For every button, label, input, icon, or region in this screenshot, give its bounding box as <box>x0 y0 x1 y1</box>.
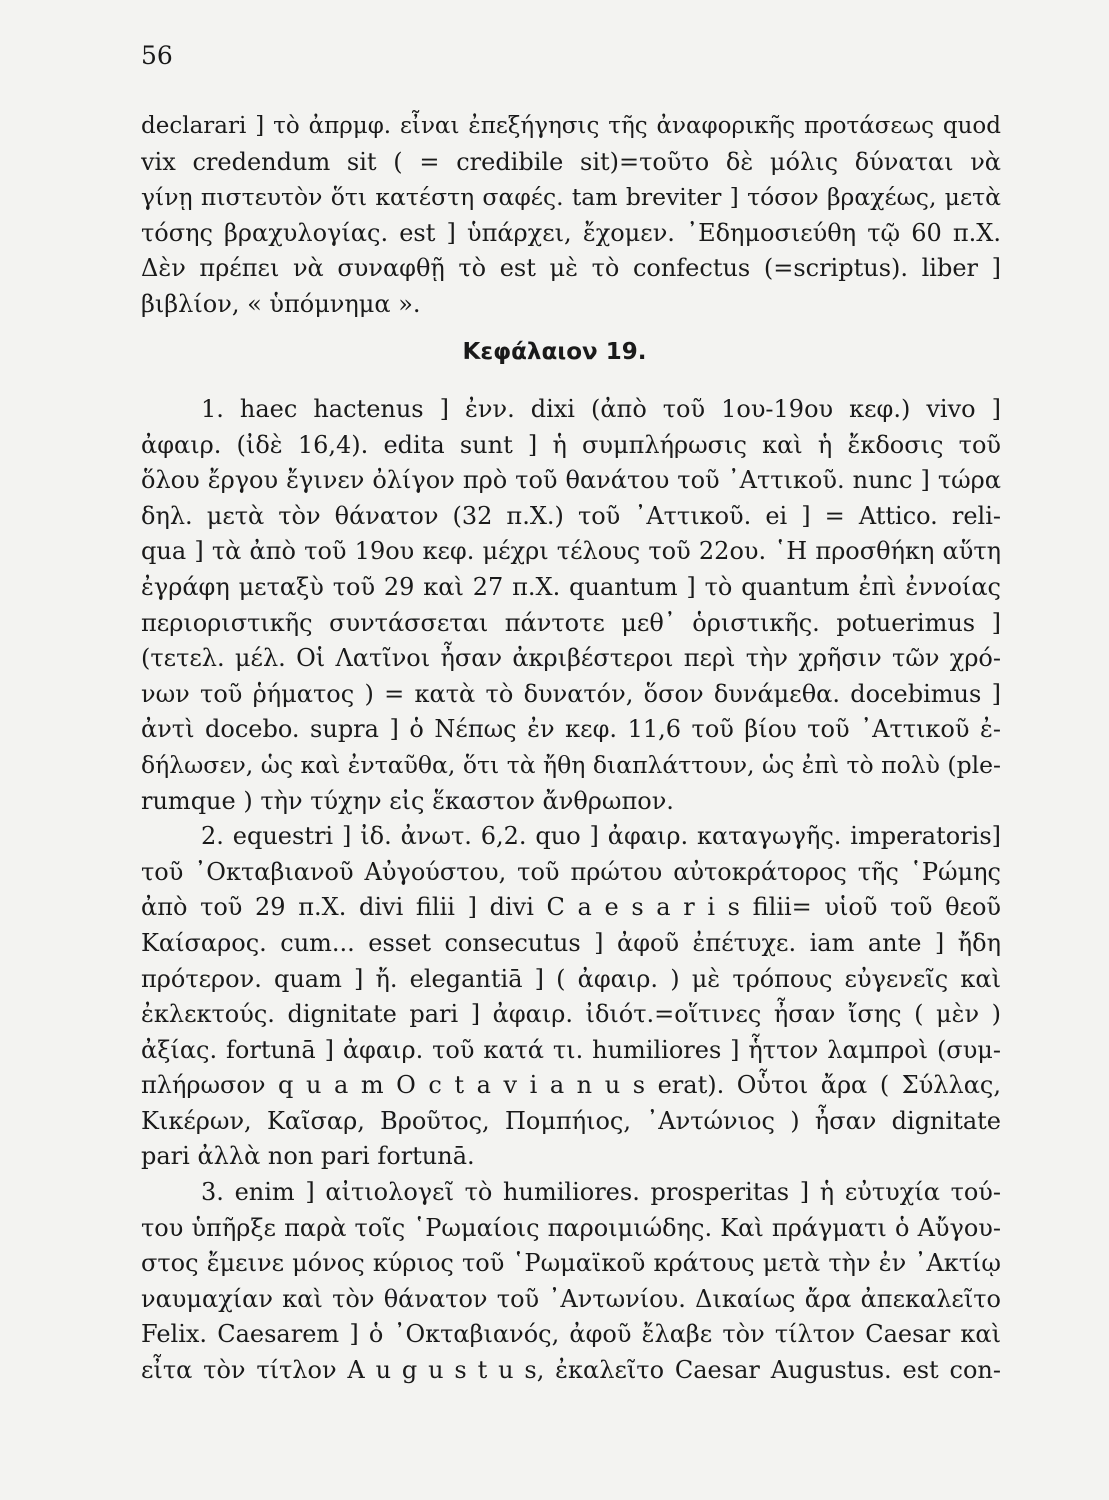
text-line: Felix. Caesarem ] ὁ ᾿Οκταβιανός, ἀφοῦ ἔλαβε τὸν τίλτον Caesar καὶ <box>141 1320 1001 1349</box>
commentary-section-before-heading <box>141 109 1001 323</box>
text-line: βιβλίον, « ὑπόμνημα ». <box>141 289 421 318</box>
text-line: qua ] τὰ ἀπὸ τοῦ 19ου κεφ. μέχρι τέλους τοῦ 22ου. ῾Η προσθήκη αὕτη <box>141 537 1001 566</box>
text-line: του ὑπῆρξε παρὰ τοῖς ῾Ρωμαίοις παροιμιώδης. Καὶ πράγματι ὁ Αὔγου- <box>141 1213 1001 1242</box>
text-line: νων τοῦ ῥήματος ) = κατὰ τὸ δυνατόν, ὅσον δυνάμεθα. docebimus ] <box>141 679 1001 708</box>
text-line: ἀπὸ τοῦ 29 π.Χ. divi filii ] divi C a e s a r i s filii= υἱοῦ τοῦ θεοῦ <box>141 893 1001 922</box>
text-line: (τετελ. μέλ. Οἱ Λατῖνοι ἦσαν ἀκριβέστεροι περὶ τὴν χρῆσιν τῶν χρό- <box>141 644 1001 673</box>
commentary-section-chapter-19 <box>141 392 1001 1389</box>
text-line: ναυμαχίαν καὶ τὸν θάνατον τοῦ ᾿Αντωνίου. Δικαίως ἄρα ἀπεκαλεῖτο <box>141 1284 1001 1313</box>
page-number: 56 <box>141 41 173 70</box>
text-line: ὅλου ἔργου ἔγινεν ὀλίγον πρὸ τοῦ θανάτου τοῦ ᾿Αττικοῦ. nunc ] τώρα <box>141 466 1001 495</box>
text-line: πλήρωσον q u a m O c t a v i a n u s erat). Οὗτοι ἄρα ( Σύλλας, <box>141 1071 1001 1100</box>
text-line: rumque ) τὴν τύχην εἰς ἕκαστον ἄνθρωπον. <box>141 786 674 815</box>
text-line: pari ἀλλὰ non pari fortunā. <box>141 1142 475 1171</box>
chapter-heading: Κεφάλαιον 19. <box>462 339 647 365</box>
text-line: πρότερον. quam ] ἤ. elegantiā ] ( ἀφαιρ. ) μὲ τρόπους εὐγενεῖς καὶ <box>141 964 1001 993</box>
text-line: δηλ. μετὰ τὸν θάνατον (32 π.Χ.) τοῦ ᾿Αττικοῦ. ei ] = Attico. reli- <box>141 501 1001 530</box>
text-line: ἐγράφη μεταξὺ τοῦ 29 καὶ 27 π.Χ. quantum ] τὸ quantum ἐπὶ ἐννοίας <box>141 572 1001 601</box>
text-line: στος ἔμεινε μόνος κύριος τοῦ ῾Ρωμαϊκοῦ κράτους μετὰ τὴν ἐν ᾿Ακτίῳ <box>141 1249 1001 1278</box>
text-line: δήλωσεν, ὡς καὶ ἐνταῦθα, ὅτι τὰ ἤθη διαπλάττουν, ὡς ἐπὶ τὸ πολὺ (ple- <box>141 750 1001 779</box>
text-line: ἀντὶ docebo. supra ] ὁ Νέπως ἐν κεφ. 11,6 τοῦ βίου τοῦ ᾿Αττικοῦ ἐ- <box>141 715 1001 744</box>
paragraph-3-start: 3. enim ] αἰτιολογεῖ τὸ humiliores. prosperitas ] ἡ εὐτυχία τού- <box>201 1178 1001 1207</box>
text-line: Κικέρων, Καῖσαρ, Βροῦτος, Πομπήιος, ᾿Αντώνιος ) ἦσαν dignitate <box>141 1106 1001 1135</box>
text-line: ἀφαιρ. (ἰδὲ 16,4). edita sunt ] ἡ συμπλήρωσις καὶ ἡ ἔκδοσις τοῦ <box>141 430 1001 459</box>
text-line: τοῦ ᾿Οκταβιανοῦ Αὐγούστου, τοῦ πρώτου αὐτοκράτορος τῆς ῾Ρώμης <box>141 857 1001 886</box>
text-line: εἶτα τὸν τίτλον A u g u s t u s, ἐκαλεῖτο Caesar Augustus. est con- <box>141 1356 1001 1385</box>
paragraph-2-start: 2. equestri ] ἰδ. ἀνωτ. 6,2. quo ] ἀφαιρ. καταγωγῆς. imperatoris] <box>201 822 1001 851</box>
text-line: Καίσαρος. cum... esset consecutus ] ἀφοῦ ἐπέτυχε. iam ante ] ἤδη <box>141 928 1001 957</box>
text-line: τόσης βραχυλογίας. est ] ὑπάρχει, ἔχομεν. ᾿Εδημοσιεύθη τῷ 60 π.Χ. <box>141 218 1001 247</box>
text-line: vix credendum sit ( = credibile sit)=τοῦτο δὲ μόλις δύναται νὰ <box>141 147 1001 176</box>
text-line: declarari ] τὸ ἀπρμφ. εἶναι ἐπεξήγησις τῆς ἀναφορικῆς προτάσεως quod <box>141 113 1001 139</box>
text-line: ἐκλεκτούς. dignitate pari ] ἀφαιρ. ἰδιότ.=οἵτινες ἦσαν ἴσης ( μὲν ) <box>141 1000 1001 1029</box>
paragraph-1-start: 1. haec hactenus ] ἐνν. dixi (ἀπὸ τοῦ 1ου-19ου κεφ.) vivo ] <box>201 395 1001 423</box>
text-line: Δὲν πρέπει νὰ συναφθῇ τὸ est μὲ τὸ confectus (=scriptus). liber ] <box>141 254 1001 283</box>
text-line: ἀξίας. fortunā ] ἀφαιρ. τοῦ κατά τι. humiliores ] ἧττον λαμπροὶ (συμ- <box>141 1035 1001 1064</box>
text-line: γίνῃ πιστευτὸν ὅτι κατέστη σαφές. tam breviter ] τόσον βραχέως, μετὰ <box>141 183 1001 212</box>
text-line: περιοριστικῆς συντάσσεται πάντοτε μεθ᾿ ὁριστικῆς. potuerimus ] <box>141 608 1001 637</box>
